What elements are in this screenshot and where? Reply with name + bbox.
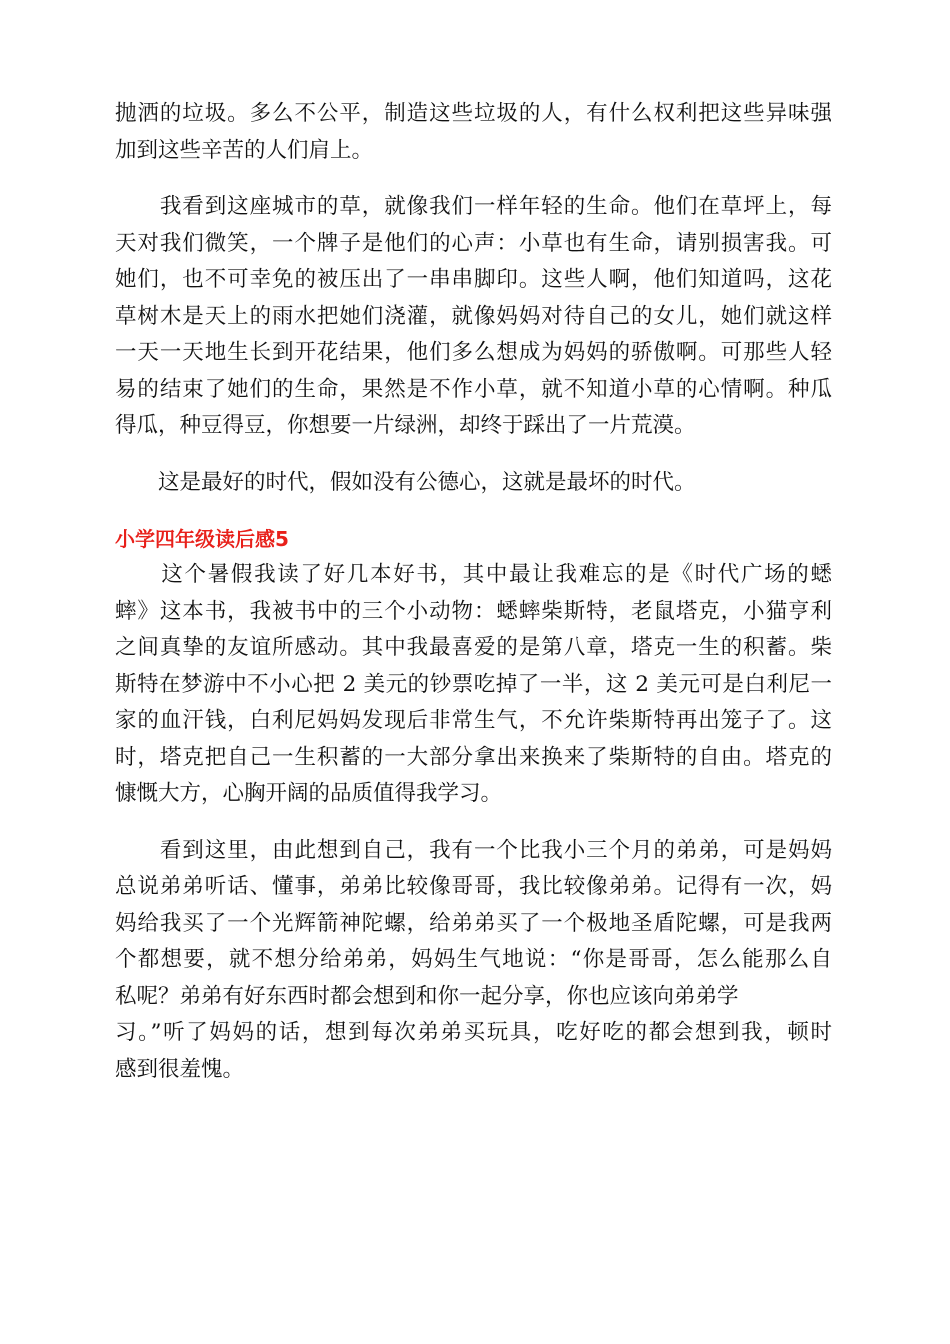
text-line: 抛洒的垃圾。多么不公平，制造这些垃圾的人，有什么权利把这些异味强 <box>115 101 832 126</box>
text-line: 加到这些辛苦的人们肩上。 <box>115 137 374 163</box>
text-line: 之间真挚的友谊所感动。其中我最喜爱的是第八章，塔克一生的积蓄。柴 <box>115 635 832 660</box>
text-line: 易的结束了她们的生命，果然是不作小草，就不知道小草的心情啊。种瓜 <box>115 376 832 402</box>
text-line: 天对我们微笑，一个牌子是他们的心声：小草也有生命，请别损害我。可 <box>115 230 832 256</box>
text-line: 这是最好的时代，假如没有公德心，这就是最坏的时代。 <box>115 469 696 495</box>
text-line: 慷慨大方，心胸开阔的品质值得我学习。 <box>115 781 503 806</box>
paragraph-gap <box>115 445 832 465</box>
text-line: 感到很羞愧。 <box>115 1056 245 1082</box>
text-line: 斯特在梦游中不小心把 2 美元的钞票吃掉了一半，这 2 美元可是白利尼一 <box>115 671 832 697</box>
text-line: 家的血汗钱，白利尼妈妈发现后非常生气，不允许柴斯特再出笼子了。这 <box>115 708 832 733</box>
paragraph-5 <box>115 833 832 1089</box>
text-line: 妈给我买了一个光辉箭神陀螺，给弟弟买了一个极地圣盾陀螺，可是我两 <box>115 910 832 936</box>
text-line: 她们，也不可幸免的被压出了一串串脚印。这些人啊，他们知道吗，这花 <box>115 267 832 292</box>
text-line: 这个暑假我读了好几本好书，其中最让我难忘的是《时代广场的蟋 <box>115 562 832 587</box>
text-line: 习。”听了妈妈的话，想到每次弟弟买玩具，吃好吃的都会想到我，顿时 <box>115 1020 832 1045</box>
text-line: 看到这里，由此想到自己，我有一个比我小三个月的弟弟，可是妈妈 <box>115 837 832 863</box>
text-line: 总说弟弟听话、懂事，弟弟比较像哥哥，我比较像弟弟。记得有一次，妈 <box>115 874 832 899</box>
paragraph-gap <box>115 501 832 521</box>
paragraph-1 <box>115 96 832 169</box>
text-line: 草树木是天上的雨水把她们浇灌，就像妈妈对待自己的女儿，她们就这样 <box>115 303 832 329</box>
paragraph-2 <box>115 189 832 445</box>
section-heading: 小学四年级读后感5 <box>115 527 289 551</box>
document-page <box>115 96 832 1088</box>
text-line: 蟀》这本书，我被书中的三个小动物：蟋蟀柴斯特，老鼠塔克，小猫亨利 <box>115 598 832 624</box>
text-line: 得瓜，种豆得豆，你想要一片绿洲，却终于踩出了一片荒漠。 <box>115 413 696 438</box>
text-line: 个都想要，就不想分给弟弟，妈妈生气地说：“你是哥哥，怎么能那么自 <box>115 947 832 972</box>
paragraph-gap <box>115 169 832 189</box>
paragraph-gap <box>115 813 832 833</box>
text-line: 私呢？弟弟有好东西时都会想到和你一起分享，你也应该向弟弟学 <box>115 983 739 1009</box>
text-line: 我看到这座城市的草，就像我们一样年轻的生命。他们在草坪上，每 <box>115 194 832 219</box>
paragraph-3 <box>115 465 832 502</box>
paragraph-4 <box>115 557 832 813</box>
text-line: 时，塔克把自己一生积蓄的一大部分拿出来换来了柴斯特的自由。塔克的 <box>115 744 832 770</box>
text-line: 一天一天地生长到开花结果，他们多么想成为妈妈的骄傲啊。可那些人轻 <box>115 340 832 365</box>
